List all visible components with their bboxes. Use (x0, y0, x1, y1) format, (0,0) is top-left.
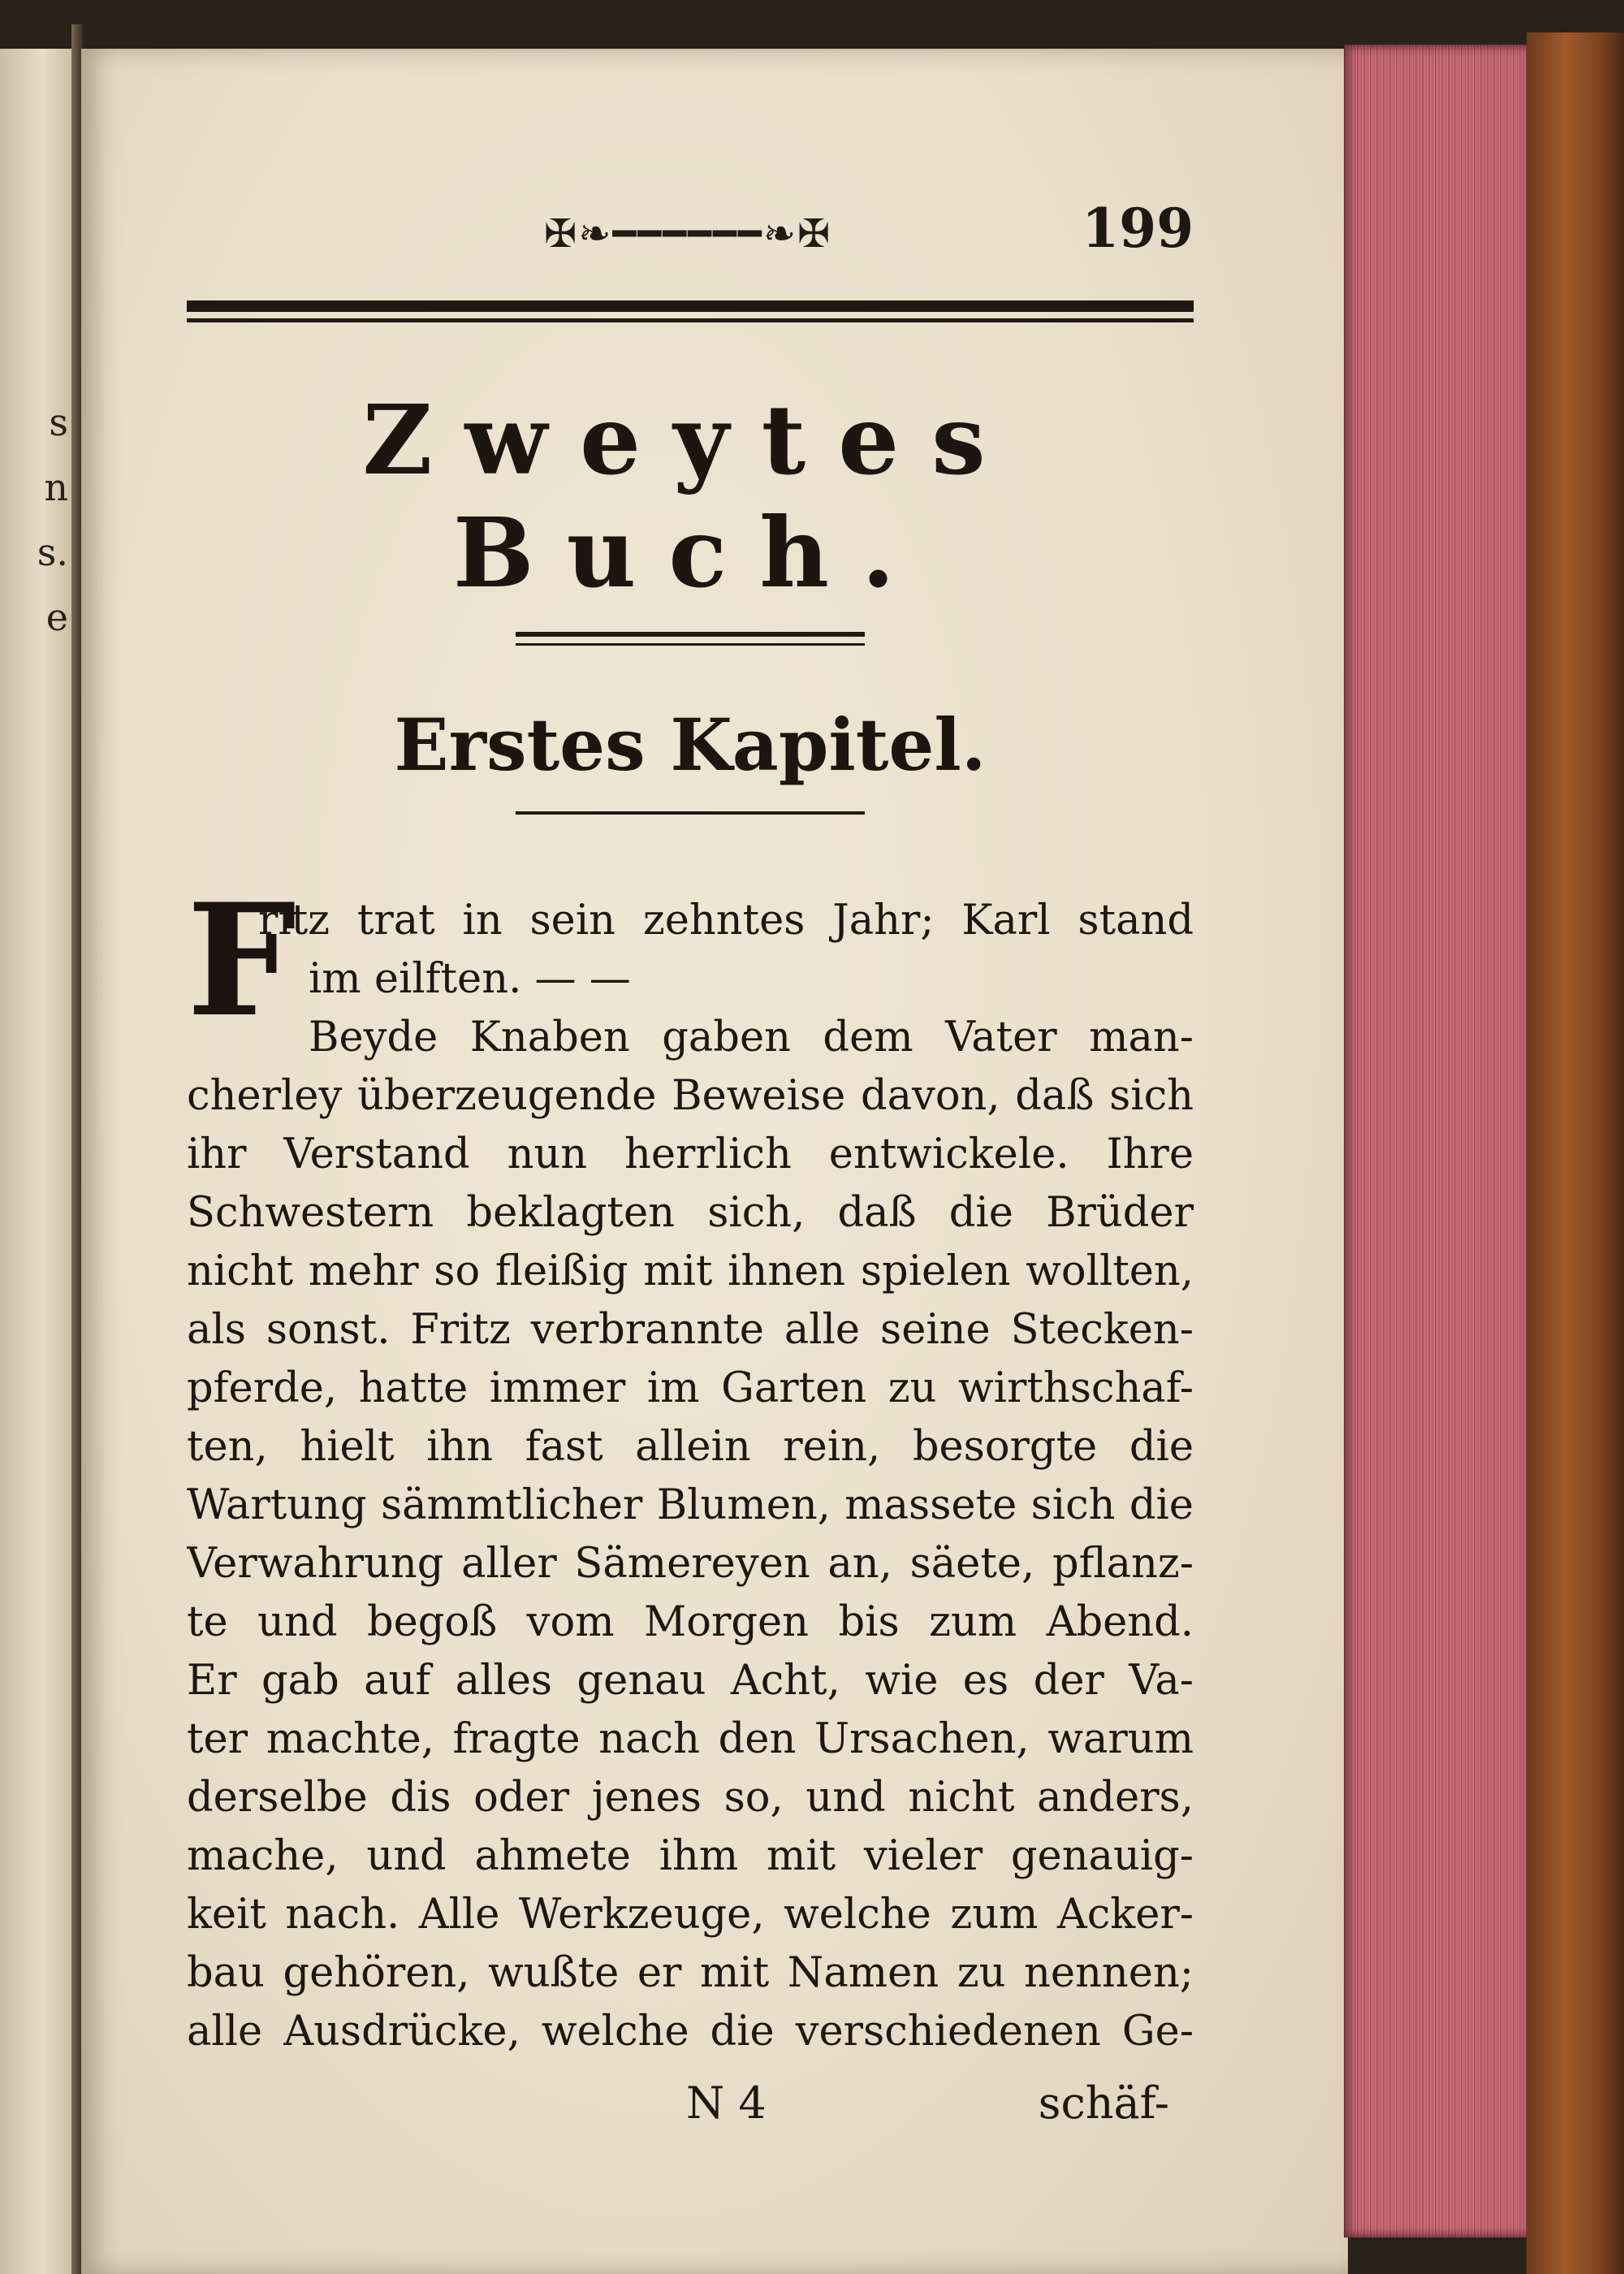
text-line: ter machte, fragte nach den Ursachen, warum (187, 1715, 1194, 1763)
page-number: 199 (1082, 197, 1194, 260)
text-line: Wartung sämmtlicher Blumen, massete sich die (187, 1481, 1194, 1529)
header-rule-thick (187, 300, 1194, 312)
drop-cap: F (187, 870, 296, 1051)
leather-cover-edge (1527, 32, 1624, 2274)
text-line: als sonst. Fritz verbrannte alle seine Stecken- (187, 1306, 1194, 1354)
text-line: te und begoß vom Morgen bis zum Abend. (187, 1598, 1194, 1646)
text-line: Er gab auf alles genau Acht, wie es der Va- (187, 1657, 1194, 1705)
title-rule-thin (516, 643, 865, 646)
text-line: alle Ausdrücke, welche die verschiedenen Ge- (187, 2008, 1194, 2056)
chapter-rule (516, 811, 865, 815)
red-fore-edge (1344, 45, 1539, 2237)
text-line: Verwahrung aller Sämereyen an, säete, pflanz- (187, 1540, 1194, 1588)
text-line: keit nach. Alle Werkzeuge, welche zum Acker- (187, 1891, 1194, 1939)
fragment: s (49, 400, 68, 444)
header-ornament: ✠❧━━━━━━❧✠ (544, 211, 832, 257)
page-content (187, 187, 1194, 2142)
chapter-title: Erstes Kapitel. (394, 703, 987, 787)
previous-page-fragments (0, 390, 73, 650)
header-rule-thin (187, 318, 1194, 322)
text-line: im eilften. — — (309, 955, 631, 1003)
title-rule (516, 632, 865, 637)
text-line: Beyde Knaben gaben dem Vater man- (309, 1014, 1194, 1061)
text-line: ihr Verstand nun herrlich entwickele. Ihre (187, 1131, 1194, 1178)
fragment: s. (37, 530, 68, 574)
running-header (187, 187, 1194, 276)
text-line: cherley überzeugende Beweise davon, daß sich (187, 1072, 1194, 1120)
body-text (187, 870, 1194, 2061)
text-line: nicht mehr so fleißig mit ihnen spielen wollten, (187, 1247, 1194, 1295)
fragment: e (45, 595, 68, 639)
text-line: bau gehören, wußte er mit Namen zu nennen; (187, 1949, 1194, 1997)
catchword: schäf- (1038, 2077, 1169, 2129)
book-title: Zweytes Buch. (362, 383, 1018, 609)
previous-page-strip (0, 49, 77, 2274)
text-line: derselbe dis oder jenes so, und nicht anders, (187, 1774, 1194, 1822)
text-line: pferde, hatte immer im Garten zu wirthschaf- (187, 1364, 1194, 1412)
text-line: Schwestern beklagten sich, daß die Brüder (187, 1189, 1194, 1237)
page-footer (187, 2069, 1194, 2142)
signature-mark: N 4 (686, 2077, 767, 2129)
fragment: n (44, 465, 68, 509)
text-line: ritz trat in sein zehntes Jahr; Karl stand (258, 897, 1194, 945)
text-line: ten, hielt ihn fast allein rein, besorgte die (187, 1423, 1194, 1471)
text-line: mache, und ahmete ihm mit vieler genauig- (187, 1832, 1194, 1880)
